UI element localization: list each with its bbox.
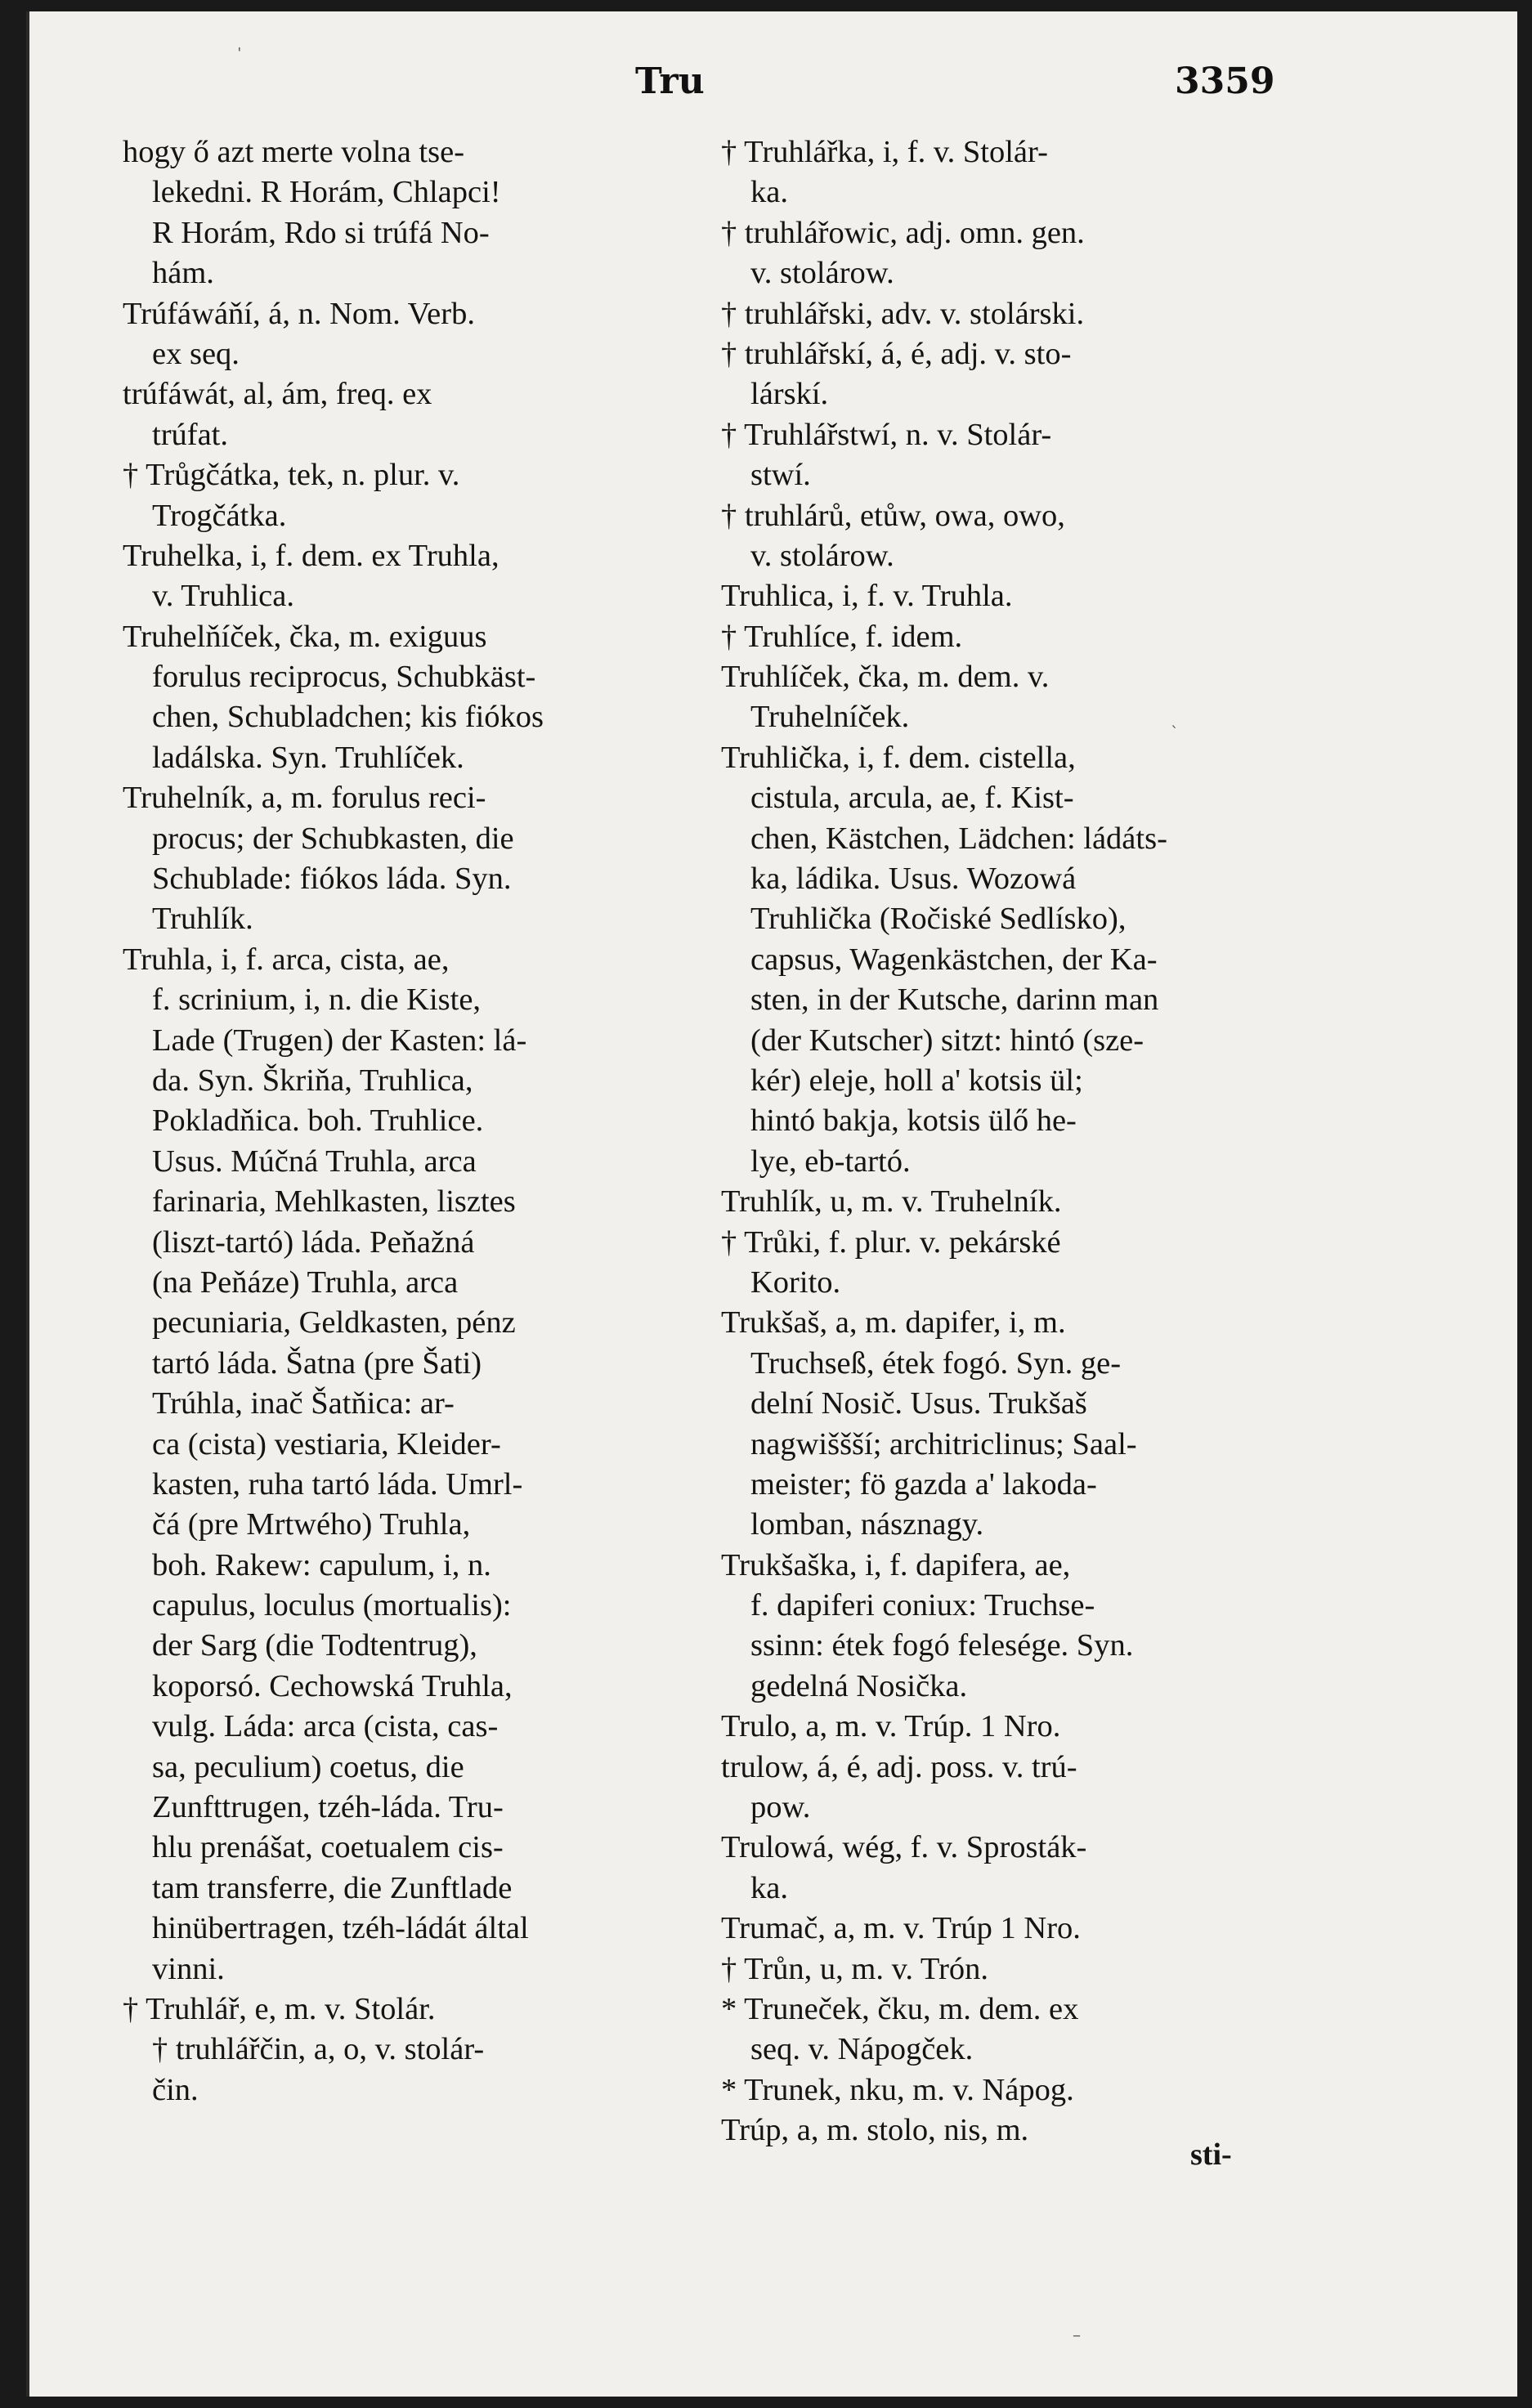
entry-line: Truhlíček, čka, m. dem. v. — [721, 660, 1050, 695]
entry-line: Truhla, i, f. arca, cista, ae, — [123, 942, 450, 977]
entry-line: koporsó. Cechowská Truhla, — [152, 1668, 513, 1703]
entry-line: lomban, násznagy. — [750, 1507, 984, 1542]
entry-line: procus; der Schubkasten, die — [152, 821, 514, 856]
entry-line: chen, Kästchen, Lädchen: ládáts- — [750, 821, 1167, 856]
entry-line: v. stolárow. — [750, 256, 894, 291]
entry-line: ex seq. — [152, 336, 240, 371]
entry-line: Korito. — [750, 1264, 841, 1300]
print-speck: ˈ — [237, 44, 242, 64]
entry-line: nagwiššší; architriclinus; Saal- — [750, 1426, 1137, 1461]
entry-line: hogy ő azt merte volna tse- — [123, 135, 465, 169]
entry-line: f. scrinium, i, n. die Kiste, — [152, 982, 482, 1018]
page-number: 3359 — [1175, 60, 1275, 102]
page-header — [26, 60, 1517, 110]
entry-line: chen, Schubladchen; kis fiókos — [152, 700, 544, 735]
entry-line: † Truhlář, e, m. v. Stolár. — [123, 1991, 436, 2026]
entry-line: seq. v. Nápogček. — [750, 2032, 974, 2067]
entry-line: lárskí. — [750, 377, 829, 412]
entry-line: † Trůgčátka, tek, n. plur. v. — [123, 458, 460, 493]
entry-line: f. dapiferi coniux: Truchse- — [750, 1588, 1095, 1623]
left-column — [123, 132, 711, 2110]
entry-line: kér) eleje, holl a' kotsis ül; — [750, 1063, 1083, 1098]
entry-line: ka, ládika. Usus. Wozowá — [750, 862, 1077, 897]
page-gutter — [26, 11, 29, 2397]
entry-line: † truhlárů, etůw, owa, owo, — [721, 498, 1065, 533]
entry-line: † truhlářčin, a, o, v. stolár- — [152, 2032, 485, 2067]
entry-line: † Trůki, f. plur. v. pekárské — [721, 1224, 1061, 1260]
entry-line: * Truneček, čku, m. dem. ex — [721, 1991, 1079, 2026]
entry-line: Trogčátka. — [152, 498, 287, 533]
entry-line: lye, eb-tartó. — [750, 1144, 911, 1179]
entry-line: Trumač, a, m. v. Trúp 1 Nro. — [721, 1911, 1081, 1946]
entry-line: R Horám, Rdo si trúfá No- — [152, 215, 490, 250]
entry-line: vinni. — [152, 1951, 225, 1986]
right-column — [721, 132, 1342, 2151]
entry-line: ssinn: étek fogó felesége. Syn. — [750, 1628, 1134, 1663]
entry-line: Truhlica, i, f. v. Truhla. — [721, 579, 1013, 614]
entry-line: sa, peculium) coetus, die — [152, 1749, 464, 1784]
entry-line: Truhelka, i, f. dem. ex Truhla, — [123, 538, 499, 573]
entry-line: Trúhla, inač Šatňica: ar- — [152, 1386, 455, 1421]
entry-line: kasten, ruha tartó láda. Umrl- — [152, 1466, 523, 1502]
entry-line: meister; fö gazda a' lakoda- — [750, 1466, 1097, 1502]
entry-line: Trukšaška, i, f. dapifera, ae, — [721, 1547, 1071, 1582]
entry-line: Truhlík. — [152, 902, 253, 937]
entry-line: Truhelníček. — [750, 700, 910, 735]
entry-line: v. Truhlica. — [152, 579, 294, 614]
entry-line: tam transferre, die Zunftlade — [152, 1870, 513, 1905]
entry-line: (na Peňáze) Truhla, arca — [152, 1264, 459, 1300]
entry-line: † truhlářowic, adj. omn. gen. — [721, 215, 1085, 250]
print-speck: – — [1073, 2325, 1081, 2344]
entry-line: stwí. — [750, 458, 811, 493]
entry-line: v. stolárow. — [750, 538, 894, 573]
entry-line: Lade (Trugen) der Kasten: lá- — [152, 1023, 527, 1058]
entry-line: gedelná Nosička. — [750, 1668, 968, 1703]
print-speck: ˋ — [1171, 723, 1179, 742]
entry-line: čin. — [152, 2072, 199, 2107]
entry-line: (der Kutscher) sitzt: hintó (sze- — [750, 1023, 1145, 1058]
entry-line: † truhlářski, adv. v. stolárski. — [721, 296, 1085, 331]
entry-line: Trúfáwáňí, á, n. Nom. Verb. — [123, 296, 475, 331]
entry-line: † Truhlářstwí, n. v. Stolár- — [721, 417, 1052, 452]
entry-line: pecuniaria, Geldkasten, pénz — [152, 1305, 516, 1341]
entry-line: hám. — [152, 256, 214, 291]
entry-line: ladálska. Syn. Truhlíček. — [152, 740, 464, 775]
entry-line: Trulowá, wég, f. v. Sprosták- — [721, 1830, 1087, 1865]
entry-line: ca (cista) vestiaria, Kleider- — [152, 1426, 501, 1461]
entry-line: Truhlička, i, f. dem. cistella, — [721, 740, 1076, 775]
entry-line: ka. — [750, 1870, 788, 1905]
entry-line: Truhelňíček, čka, m. exiguus — [123, 619, 487, 654]
entry-line: sten, in der Kutsche, darinn man — [750, 982, 1159, 1018]
entry-line: hinübertragen, tzéh-ládát által — [152, 1911, 529, 1946]
entry-line: forulus reciprocus, Schubkäst- — [152, 660, 536, 695]
entry-line: Truhelník, a, m. forulus reci- — [123, 781, 486, 816]
entry-line: † Truhlíce, f. idem. — [721, 619, 963, 654]
entry-line: † truhlářskí, á, é, adj. v. sto- — [721, 336, 1072, 371]
entry-line: Trukšaš, a, m. dapifer, i, m. — [721, 1305, 1066, 1341]
entry-line: trúfáwát, al, ám, freq. ex — [123, 377, 432, 412]
entry-line: Truhlík, u, m. v. Truhelník. — [721, 1184, 1062, 1220]
entry-line: † Truhlářka, i, f. v. Stolár- — [721, 135, 1048, 169]
entry-line: capulus, loculus (mortualis): — [152, 1588, 512, 1623]
entry-line: † Trůn, u, m. v. Trón. — [721, 1951, 989, 1986]
entry-line: Usus. Múčná Truhla, arca — [152, 1144, 477, 1179]
entry-line: (liszt-tartó) láda. Peňažná — [152, 1224, 475, 1260]
entry-line: vulg. Láda: arca (cista, cas- — [152, 1709, 499, 1744]
entry-line: hlu prenášat, coetualem cis- — [152, 1830, 504, 1865]
entry-line: Truchseß, étek fogó. Syn. ge- — [750, 1345, 1122, 1381]
entry-line: pow. — [750, 1790, 811, 1825]
entry-line: tartó láda. Šatna (pre Šati) — [152, 1345, 482, 1381]
entry-line: čá (pre Mrtwého) Truhla, — [152, 1507, 471, 1542]
entry-line: Schublade: fiókos láda. Syn. — [152, 862, 512, 897]
entry-line: Truhlička (Ročiské Sedlísko), — [750, 902, 1127, 937]
entry-line: capsus, Wagenkästchen, der Ka- — [750, 942, 1158, 977]
entry-line: Trulo, a, m. v. Trúp. 1 Nro. — [721, 1709, 1061, 1744]
dictionary-page — [26, 11, 1517, 2397]
entry-line: Trúp, a, m. stolo, nis, m. — [721, 2113, 1029, 2148]
entry-line: * Trunek, nku, m. v. Nápog. — [721, 2072, 1074, 2107]
entry-line: boh. Rakew: capulum, i, n. — [152, 1547, 491, 1582]
entry-line: trulow, á, é, adj. poss. v. trú- — [721, 1749, 1077, 1784]
entry-line: ka. — [750, 175, 788, 210]
entry-line: Zunfttrugen, tzéh-láda. Tru- — [152, 1790, 504, 1825]
entry-line: hintó bakja, kotsis ülő he- — [750, 1103, 1077, 1139]
catchword: sti- — [1190, 2137, 1232, 2172]
entry-line: Pokladňica. boh. Truhlice. — [152, 1103, 484, 1139]
running-head: Tru — [635, 60, 705, 102]
entry-line: cistula, arcula, ae, f. Kist- — [750, 781, 1074, 816]
entry-line: der Sarg (die Todtentrug), — [152, 1628, 477, 1663]
entry-line: farinaria, Mehlkasten, lisztes — [152, 1184, 516, 1220]
entry-line: trúfat. — [152, 417, 228, 452]
entry-line: lekedni. R Horám, Chlapci! — [152, 175, 501, 210]
entry-line: da. Syn. Škriňa, Truhlica, — [152, 1063, 473, 1098]
entry-line: delní Nosič. Usus. Trukšaš — [750, 1386, 1087, 1421]
